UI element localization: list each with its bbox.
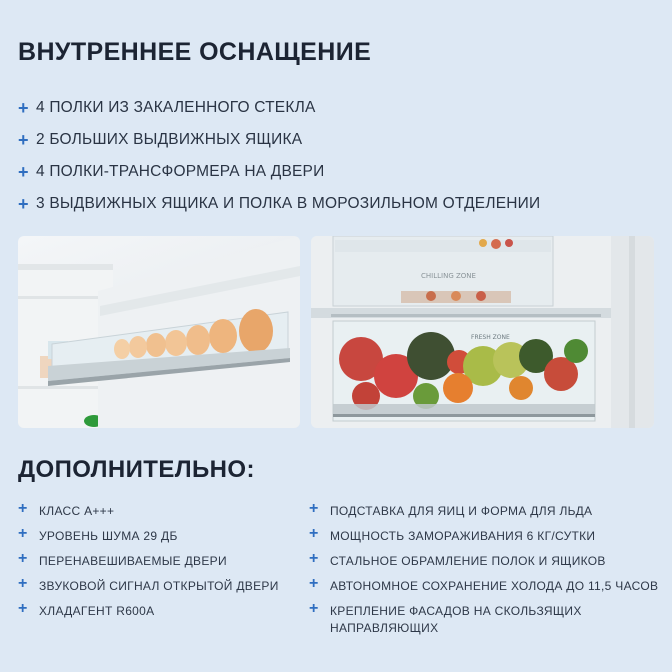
feature-item — [18, 92, 540, 124]
extra-text: АВТОНОМНОЕ СОХРАНЕНИЕ ХОЛОДА ДО 11,5 ЧАСОВ — [330, 579, 659, 593]
plus-icon: + — [309, 525, 319, 542]
extra-text: ЗВУКОВОЙ СИГНАЛ ОТКРЫТОЙ ДВЕРИ — [39, 579, 279, 593]
extra-text: СТАЛЬНОЕ ОБРАМЛЕНИЕ ПОЛОК И ЯЩИКОВ — [330, 554, 606, 568]
extra-text: КРЕПЛЕНИЕ ФАСАДОВ НА СКОЛЬЗЯЩИХ НАПРАВЛЯЮЩИХ — [330, 604, 582, 635]
extra-item — [309, 525, 658, 553]
feature-text: 2 БОЛЬШИХ ВЫДВИЖНЫХ ЯЩИКА — [36, 131, 303, 148]
feature-item — [18, 188, 540, 220]
drawers-illustration — [311, 236, 654, 428]
feature-item — [18, 124, 540, 156]
extra-text: ПОДСТАВКА ДЛЯ ЯИЦ И ФОРМА ДЛЯ ЛЬДА — [330, 504, 593, 518]
plus-icon: + — [18, 550, 28, 567]
plus-icon: + — [309, 550, 319, 567]
door-shelf-photo — [18, 236, 300, 428]
plus-icon: + — [18, 194, 29, 214]
main-heading: ВНУТРЕННЕЕ ОСНАЩЕНИЕ — [18, 38, 372, 66]
extra-text: УРОВЕНЬ ШУМА 29 ДБ — [39, 529, 178, 543]
features-list — [18, 92, 540, 220]
extra-text: КЛАСС А+++ — [39, 504, 115, 518]
plus-icon: + — [18, 575, 28, 592]
extra-text: МОЩНОСТЬ ЗАМОРАЖИВАНИЯ 6 КГ/СУТКИ — [330, 529, 596, 543]
plus-icon: + — [18, 600, 28, 617]
extra-item — [309, 550, 658, 578]
feature-text: 4 ПОЛКИ-ТРАНСФОРМЕРА НА ДВЕРИ — [36, 163, 325, 180]
extra-heading: ДОПОЛНИТЕЛЬНО: — [18, 456, 255, 483]
extra-list-right — [309, 500, 659, 637]
plus-icon: + — [18, 130, 29, 150]
plus-icon: + — [18, 500, 28, 517]
feature-text: 4 ПОЛКИ ИЗ ЗАКАЛЕННОГО СТЕКЛА — [36, 99, 316, 116]
extra-item — [309, 500, 658, 528]
plus-icon: + — [309, 600, 319, 617]
extra-item — [18, 575, 279, 603]
extra-item — [18, 525, 279, 553]
extra-item — [18, 550, 279, 578]
plus-icon: + — [18, 525, 28, 542]
drawers-photo — [311, 236, 654, 428]
extra-text: ХЛАДАГЕНТ R600A — [39, 604, 155, 618]
extra-text: ПЕРЕНАВЕШИВАЕМЫЕ ДВЕРИ — [39, 554, 227, 568]
plus-icon: + — [18, 162, 29, 182]
feature-item — [18, 156, 540, 188]
extra-item — [18, 600, 279, 628]
drawer-label-top: CHILLING ZONE — [421, 272, 476, 280]
extra-item — [309, 575, 659, 603]
feature-text: 3 ВЫДВИЖНЫХ ЯЩИКА И ПОЛКА В МОРОЗИЛЬНОМ ОТДЕЛЕНИИ — [36, 195, 541, 212]
extra-item — [309, 600, 658, 637]
extra-item — [18, 500, 279, 528]
plus-icon: + — [309, 500, 319, 517]
door-shelf-illustration — [18, 236, 300, 428]
drawer-label-bottom: FRESH ZONE — [471, 334, 510, 341]
plus-icon: + — [18, 98, 29, 118]
extra-list-left — [18, 500, 279, 628]
plus-icon: + — [309, 575, 319, 592]
